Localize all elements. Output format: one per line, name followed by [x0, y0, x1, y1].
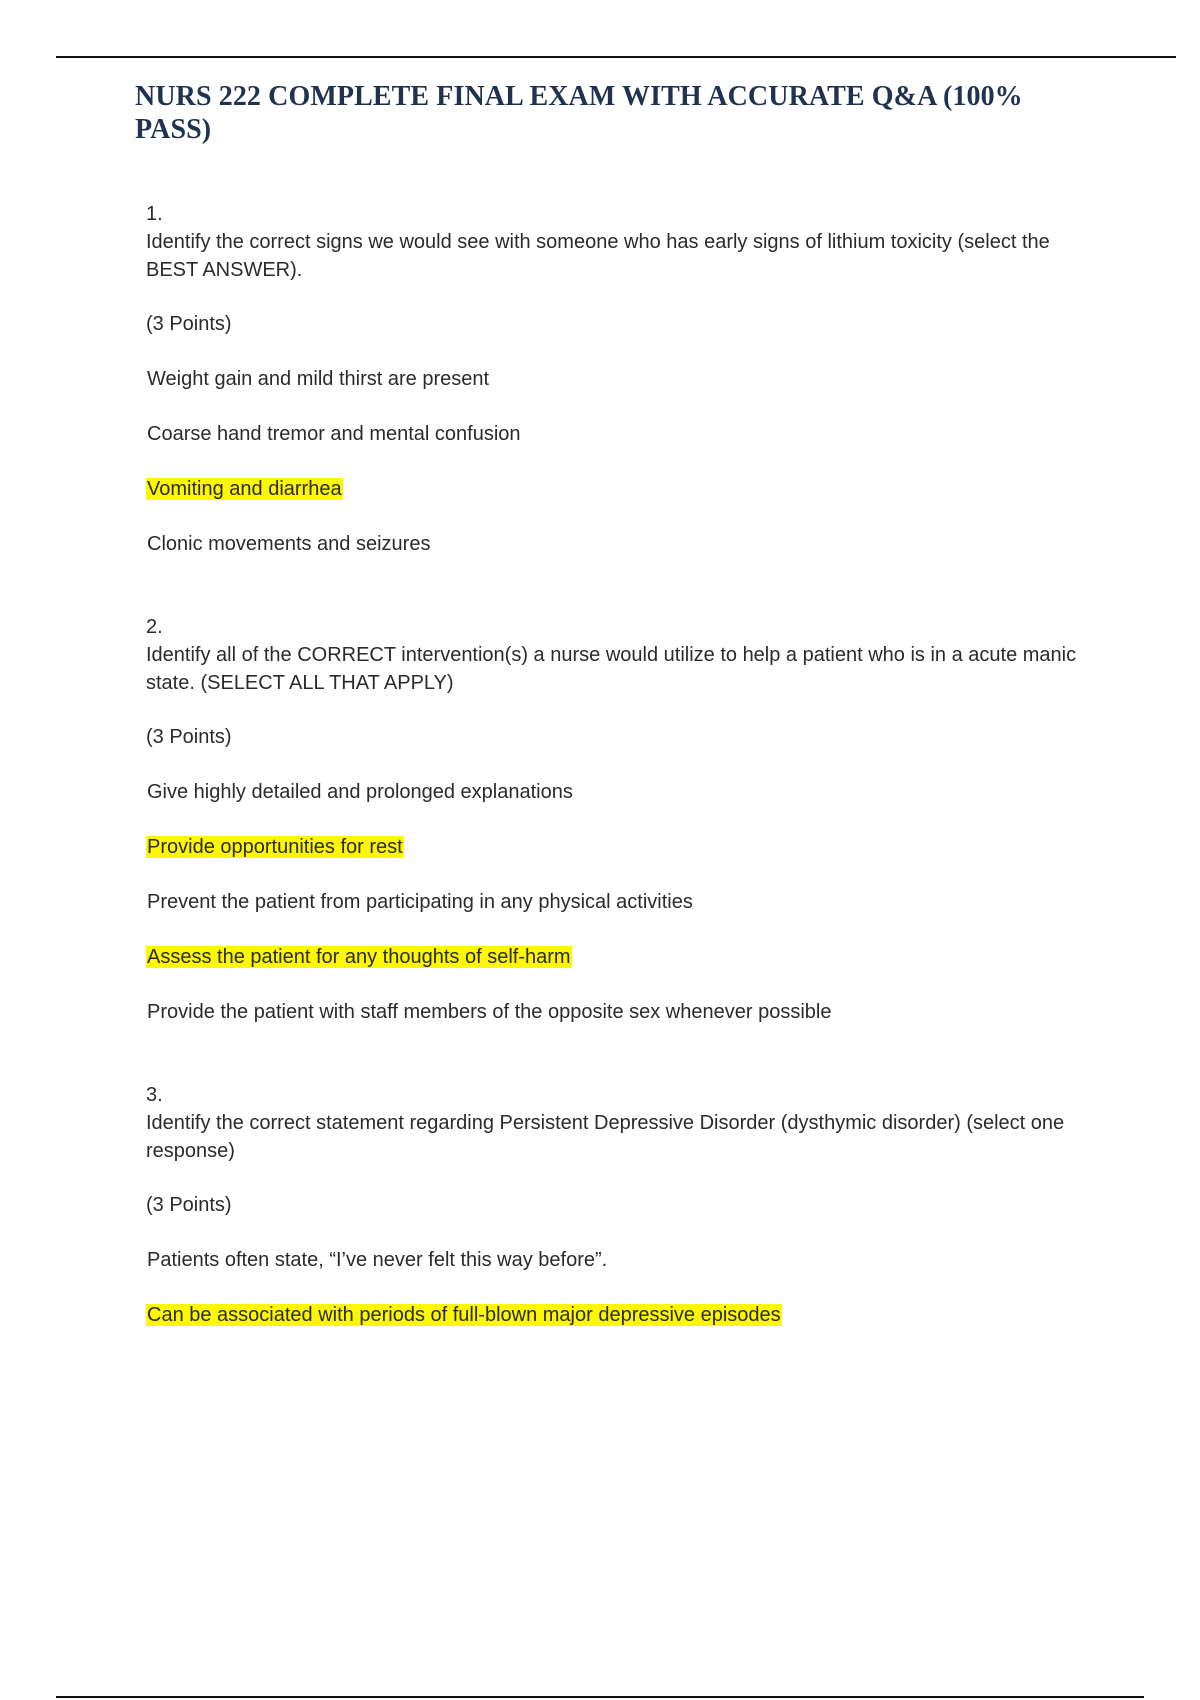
- answer-option: [146, 888, 1086, 916]
- answer-option-text: Prevent the patient from participating in any physical activities: [147, 891, 693, 913]
- answer-option-highlighted: [146, 943, 1086, 971]
- question-2: [146, 613, 1086, 1026]
- top-rule: [56, 56, 1176, 58]
- question-text: Identify the correct statement regarding Persistent Depressive Disorder (dysthymic disorder) (select one response): [146, 1112, 1065, 1162]
- answer-options: [146, 1246, 1086, 1329]
- answer-option-text: Give highly detailed and prolonged explanations: [147, 781, 573, 803]
- question-text: Identify the correct signs we would see with someone who has early signs of lithium toxicity (select the BEST ANSWER).: [146, 231, 1050, 281]
- answer-option-text: Provide opportunities for rest: [147, 836, 403, 858]
- question-points: (3 Points): [146, 313, 232, 335]
- answer-option-highlighted: [146, 1301, 1086, 1329]
- document-title: NURS 222 COMPLETE FINAL EXAM WITH ACCURATE Q&A (100% PASS): [135, 81, 1023, 145]
- question-1: [146, 200, 1086, 558]
- question-number: 3.: [146, 1084, 163, 1106]
- answer-option-text: Can be associated with periods of full-blown major depressive episodes: [147, 1304, 781, 1326]
- question-points: (3 Points): [146, 726, 232, 748]
- answer-option-highlighted: [146, 833, 1086, 861]
- answer-options: [146, 778, 1086, 1026]
- answer-option-text: Weight gain and mild thirst are present: [147, 368, 490, 390]
- answer-options: [146, 365, 1086, 558]
- answer-option-text: Assess the patient for any thoughts of self-harm: [147, 946, 571, 968]
- answer-option-text: Coarse hand tremor and mental confusion: [147, 423, 521, 445]
- bottom-rule: [56, 1696, 1144, 1698]
- answer-option: [146, 1246, 1086, 1274]
- answer-option-text: Patients often state, “I’ve never felt this way before”.: [147, 1249, 608, 1271]
- answer-option-text: Provide the patient with staff members of the opposite sex whenever possible: [147, 1001, 832, 1023]
- answer-option: [146, 778, 1086, 806]
- answer-option: [146, 365, 1086, 393]
- answer-option-highlighted: [146, 475, 1086, 503]
- question-3: [146, 1081, 1086, 1329]
- answer-option: [146, 998, 1086, 1026]
- answer-option: [146, 420, 1086, 448]
- question-text: Identify all of the CORRECT intervention(s) a nurse would utilize to help a patient who is in a acute manic state. (SELECT ALL THAT APPLY): [146, 644, 1077, 694]
- question-points: (3 Points): [146, 1194, 232, 1216]
- answer-option: [146, 530, 1086, 558]
- question-number: 2.: [146, 616, 163, 638]
- answer-option-text: Clonic movements and seizures: [147, 533, 431, 555]
- question-number: 1.: [146, 203, 163, 225]
- answer-option-text: Vomiting and diarrhea: [147, 478, 342, 500]
